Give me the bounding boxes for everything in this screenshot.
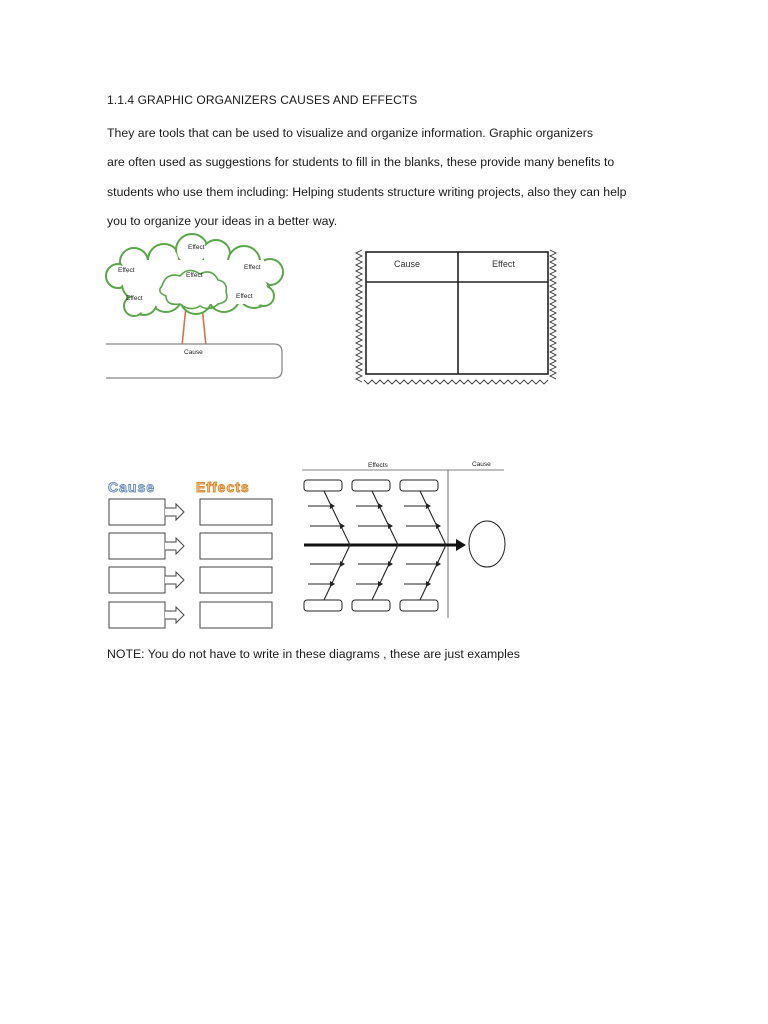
effect-box	[400, 480, 438, 491]
effect-box	[352, 600, 390, 611]
arrow-organizer	[106, 478, 288, 634]
cause-arrow-row	[109, 533, 272, 559]
fishbone-cause-label: Cause	[472, 461, 491, 468]
cause-arrow-row	[109, 602, 272, 628]
effect-box	[400, 600, 438, 611]
paragraph-line: They are tools that can be used to visualize and organize information. Graphic organizers	[107, 126, 593, 140]
section-heading: 1.1.4 GRAPHIC ORGANIZERS CAUSES AND EFFECTS	[107, 93, 418, 107]
effect-label: Effect	[188, 244, 205, 251]
cause-box	[106, 344, 282, 378]
tree-diagram	[104, 236, 288, 382]
cause-arrow-row	[109, 499, 272, 525]
intro-paragraph	[107, 119, 667, 236]
arrow-effects-title: Effects	[196, 479, 250, 495]
paragraph-line: are often used as suggestions for students to fill in the blanks, these provide many benefits to	[107, 155, 615, 170]
arrow-cause-title: Cause	[108, 479, 156, 495]
cause-effect-table	[354, 246, 564, 386]
effect-label: Effect	[118, 267, 135, 274]
cause-arrow-row	[109, 567, 272, 593]
effect-label: Effect	[126, 295, 143, 302]
table-cause-header: Cause	[394, 259, 421, 269]
effect-label: Effect	[244, 264, 261, 271]
effect-box	[352, 480, 390, 491]
fishbone-effects-label: Effects	[368, 462, 388, 469]
paragraph-line: students who use them including: Helping students structure writing projects, also they can help	[107, 184, 627, 199]
fish-head	[469, 521, 505, 567]
effect-label: Effect	[236, 293, 253, 300]
paragraph-line: you to organize your ideas in a better way.	[107, 213, 338, 228]
effect-label: Effect	[186, 272, 203, 279]
effect-box	[304, 480, 342, 491]
note-text: NOTE: You do not have to write in these diagrams , these are just examples	[107, 647, 520, 661]
cause-label: Cause	[184, 349, 203, 356]
fish-spine	[304, 539, 466, 551]
effect-box	[304, 600, 342, 611]
table-effect-header: Effect	[492, 259, 515, 269]
fishbone-diagram	[300, 458, 510, 624]
